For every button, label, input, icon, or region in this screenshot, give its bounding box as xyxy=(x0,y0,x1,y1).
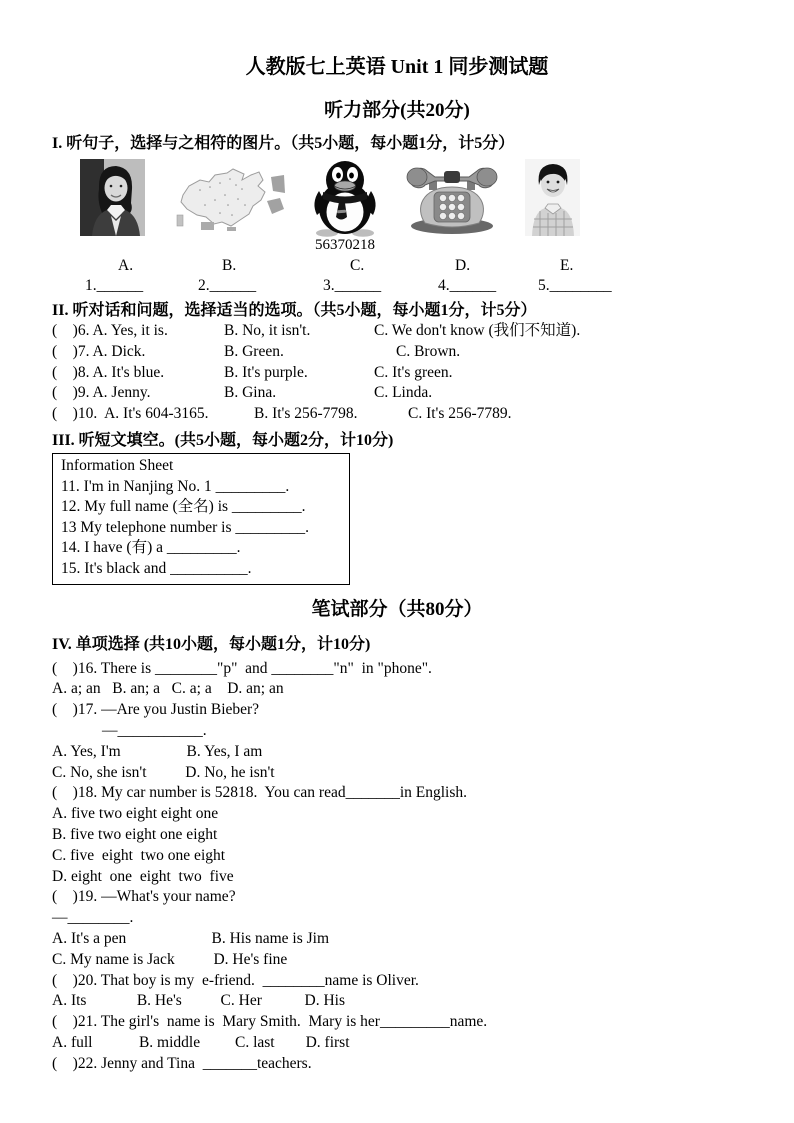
q10-option-b: B. It's 256-7798. xyxy=(254,405,358,423)
section3-heading: III. 听短文填空。(共5小题，每小题2分，计10分) xyxy=(52,431,394,449)
q18-option-b: B. five two eight one eight xyxy=(52,825,218,843)
question-9 xyxy=(52,383,742,404)
picture-option-d xyxy=(405,159,500,237)
q7-option-a: ( )7. A. Dick. xyxy=(52,342,146,360)
question-17: ( )17. —Are you Justin Bieber? xyxy=(52,701,260,719)
picture-label-d: D. xyxy=(455,257,471,274)
picture-label-e: E. xyxy=(560,257,574,274)
listening-part-header: 听力部分(共20分) xyxy=(324,100,470,121)
q10-option-a: ( )10. A. It's 604-3165. xyxy=(52,405,209,423)
question-7 xyxy=(52,342,742,363)
q21-options: A. full B. middle C. last D. first xyxy=(52,1033,350,1051)
answer-blank-row xyxy=(85,276,742,295)
q17-options-row1: A. Yes, I'm B. Yes, I am xyxy=(52,742,263,760)
info-line-15: 15. It's black and __________. xyxy=(61,559,252,577)
question-22: ( )22. Jenny and Tina _______teachers. xyxy=(52,1054,312,1072)
q17-answer-blank: —___________. xyxy=(102,721,207,739)
q6-option-c: C. We don't know (我们不知道). xyxy=(374,322,581,339)
q8-option-c: C. It's green. xyxy=(374,363,453,381)
picture-option-e xyxy=(525,159,580,236)
question-20: ( )20. That boy is my e-friend. ________name is Oliver. xyxy=(52,971,419,989)
info-box-title: Information Sheet xyxy=(61,456,174,474)
picture-option-a xyxy=(80,159,145,236)
q8-option-a: ( )8. A. It's blue. xyxy=(52,363,165,381)
question-8 xyxy=(52,363,742,384)
written-part-header: 笔试部分（共80分） xyxy=(311,598,483,620)
answer-blank-4: 4.______ xyxy=(438,277,497,294)
picture-option-c xyxy=(310,159,380,254)
picture-label-a: A. xyxy=(118,257,134,274)
picture-label-c: C. xyxy=(350,257,365,274)
answer-blank-3: 3.______ xyxy=(323,277,382,294)
question-21: ( )21. The girl's name is Mary Smith. Mary is her_________name. xyxy=(52,1013,488,1031)
page-title: 人教版七上英语 Unit 1 同步测试题 xyxy=(245,56,549,78)
q19-answer-blank: —________. xyxy=(52,909,134,927)
q16-options: A. a; an B. an; a C. a; a D. an; an xyxy=(52,680,284,698)
question-10 xyxy=(52,404,742,425)
picture-row xyxy=(80,159,580,254)
picture-label-row xyxy=(118,257,742,275)
qq-number: 56370218 xyxy=(315,237,375,253)
q10-option-c: C. It's 256-7789. xyxy=(408,405,512,423)
q6-option-a: ( )6. A. Yes, it is. xyxy=(52,322,168,339)
question-18: ( )18. My car number is 52818. You can read_______in English. xyxy=(52,784,468,802)
info-line-13: 13 My telephone number is _________. xyxy=(61,518,309,536)
q19-options-row2: C. My name is Jack D. He's fine xyxy=(52,950,288,968)
q18-option-c: C. five eight two one eight xyxy=(52,846,226,864)
q18-option-a: A. five two eight eight one xyxy=(52,805,219,823)
question-6 xyxy=(52,321,742,342)
qq-penguin-icon xyxy=(310,159,380,237)
q18-option-d: D. eight one eight two five xyxy=(52,867,234,885)
china-map-image xyxy=(170,165,285,232)
info-line-12: 12. My full name (全名) is _________. xyxy=(61,498,306,516)
q9-option-c: C. Linda. xyxy=(374,384,433,402)
q9-option-a: ( )9. A. Jenny. xyxy=(52,384,151,402)
picture-option-b xyxy=(170,165,285,232)
answer-blank-2: 2.______ xyxy=(198,277,257,294)
info-line-11: 11. I'm in Nanjing No. 1 _________. xyxy=(61,477,290,495)
woman-photo xyxy=(80,159,145,236)
q9-option-b: B. Gina. xyxy=(224,384,277,402)
section1-heading: I. 听句子，选择与之相符的图片。（共5小题，每小题1分，计5分） xyxy=(52,135,515,152)
picture-label-b: B. xyxy=(222,257,237,274)
section2-heading: II. 听对话和问题，选择适当的选项。（共5小题，每小题1分，计5分） xyxy=(52,302,537,319)
q19-options-row1: A. It's a pen B. His name is Jim xyxy=(52,929,330,947)
q7-option-b: B. Green. xyxy=(224,342,284,360)
telephone-image xyxy=(405,159,500,237)
q20-options: A. Its B. He's C. Her D. His xyxy=(52,992,345,1010)
q7-option-c: C. Brown. xyxy=(396,342,461,360)
q8-option-b: B. It's purple. xyxy=(224,363,308,381)
question-19: ( )19. —What's your name? xyxy=(52,888,236,906)
question-16: ( )16. There is ________"p" and ________"n" in "phone". xyxy=(52,659,432,677)
boy-photo xyxy=(525,159,580,236)
section4-heading: IV. 单项选择 (共10小题，每小题1分，计10分) xyxy=(52,635,371,653)
q6-option-b: B. No, it isn't. xyxy=(224,322,311,339)
information-sheet-box xyxy=(52,453,350,585)
q17-options-row2: C. No, she isn't D. No, he isn't xyxy=(52,763,275,781)
answer-blank-1: 1.______ xyxy=(85,277,144,294)
answer-blank-5: 5.________ xyxy=(538,277,612,294)
info-line-14: 14. I have (有) a _________. xyxy=(61,539,241,557)
